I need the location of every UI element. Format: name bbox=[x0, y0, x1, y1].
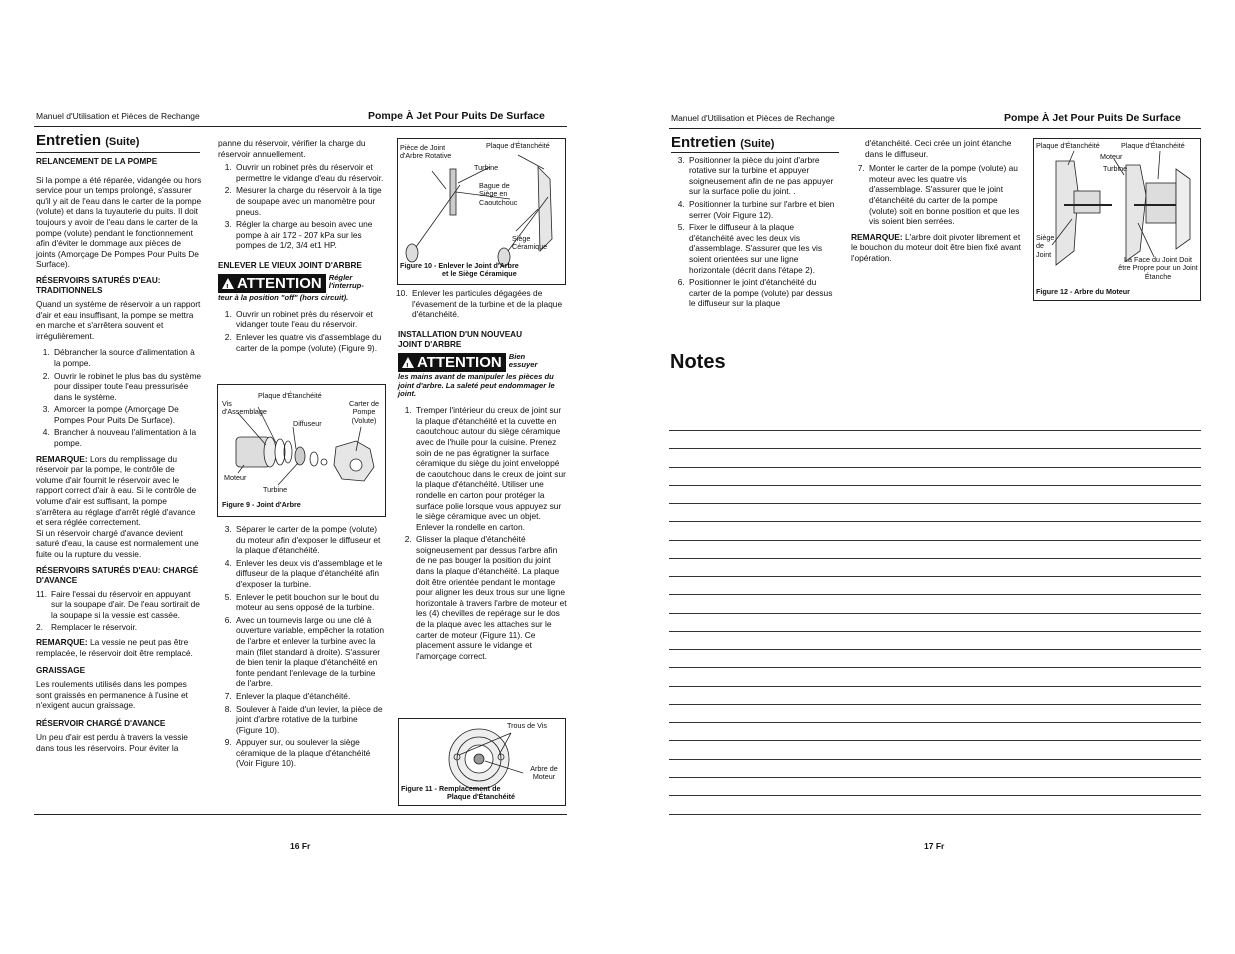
fig12-label-face: La Face du Joint Doit être Propre pour un Joint Étanche bbox=[1118, 255, 1198, 281]
fig9-caption: Figure 9 - Joint d'Arbre bbox=[222, 500, 301, 509]
para-traditionnels: Quand un système de réservoir a un rapport d'air et eau insuffisant, la pompe se mettra en marche et s'arrêtera souvent et irrégulièrement. bbox=[36, 298, 201, 341]
attention-text-side: Bien essuyer bbox=[508, 351, 538, 370]
list-item: 2. Ouvrir le robinet le plus bas du système pour dissiper toute l'eau pressurisée dans le système. bbox=[52, 371, 202, 403]
figure-10-remove-seal bbox=[397, 138, 566, 285]
step-10 bbox=[398, 288, 568, 320]
fig9-label-turbine: Turbine bbox=[263, 485, 288, 494]
attention-badge: ! ATTENTION bbox=[218, 274, 326, 293]
header-product-title-right: Pompe À Jet Pour Puits De Surface bbox=[1004, 112, 1181, 124]
note-line bbox=[669, 503, 1201, 504]
right-column-2 bbox=[851, 138, 1021, 270]
fig9-label-carter: Carter de Pompe (Volute) bbox=[349, 399, 379, 425]
header-manual-title-right: Manuel d'Utilisation et Pièces de Rechange bbox=[671, 113, 835, 123]
para-reservoir: Un peu d'air est perdu à travers la vessie dans tous les réservoirs. Pour éviter la bbox=[36, 731, 188, 753]
steps-charge bbox=[36, 589, 202, 633]
left-column-3 bbox=[398, 288, 568, 666]
attention-warning-1 bbox=[218, 274, 385, 293]
attention-warning-2 bbox=[398, 353, 568, 372]
note-line bbox=[669, 613, 1201, 614]
fig10-caption-1: Figure 10 - Enlever le Joint d'Arbre bbox=[400, 261, 519, 270]
list-item: 11. Faire l'essai du réservoir en appuyant sur la soupape d'air. De l'eau sortirait de la soupape si la vessie est cassée. bbox=[36, 588, 200, 620]
header-product-title: Pompe À Jet Pour Puits De Surface bbox=[368, 110, 545, 122]
note-line bbox=[669, 485, 1201, 486]
fig9-label-plaque: Plaque d'Étanchéité bbox=[258, 391, 322, 400]
list-item: 4. Positionner la turbine sur l'arbre et bien serrer (Voir Figure 12). bbox=[687, 199, 839, 220]
fig10-label-piece: Pièce de Joint d'Arbre Rotative bbox=[400, 143, 452, 161]
steps-installation bbox=[398, 405, 568, 661]
note-line bbox=[669, 667, 1201, 668]
footer-rule bbox=[34, 814, 567, 815]
steps-enlever-b bbox=[218, 524, 385, 769]
section-title-right: Entretien (Suite) bbox=[671, 134, 775, 151]
list-item: 3. Positionner la pièce du joint d'arbre rotative sur la turbine et appuyer soigneusement afin de ne pas appuyer sur la surface polie du joint. . bbox=[687, 155, 839, 197]
list-item: 10. Enlever les particules dégagées de l'évasement de la turbine et de la plaque d'étanchéité. bbox=[410, 288, 568, 320]
remarque-2: REMARQUE: La vessie ne peut pas être remplacée, le réservoir doit être remplacé. bbox=[36, 636, 193, 658]
header-rule bbox=[34, 126, 567, 127]
fig9-label-vis: Vis d'Assemblage bbox=[222, 399, 267, 417]
fig9-label-diffuseur: Diffuseur bbox=[293, 419, 322, 428]
fig9-label-moteur: Moteur bbox=[224, 473, 247, 482]
heading-reservoir: RÉSERVOIR CHARGÉ D'AVANCE bbox=[36, 718, 166, 728]
left-column-2 bbox=[218, 138, 385, 358]
list-item: 2. Enlever les quatre vis d'assemblage du carter de la pompe (volute) (Figure 9). bbox=[234, 332, 385, 353]
section-title: Entretien (Suite) bbox=[36, 132, 140, 149]
fig10-label-bague: Bague de Siège en Caoutchouc bbox=[479, 181, 518, 207]
para-precharge: Si un réservoir chargé d'avance devient saturé d'eau, la cause est normalement une fuite ou la rupture du vessie. bbox=[36, 527, 199, 559]
note-line bbox=[669, 576, 1201, 577]
para-continuation: panne du réservoir, vérifier la charge du réservoir annuellement. bbox=[218, 138, 366, 159]
fig12-label-siege: Siège de Joint bbox=[1036, 233, 1055, 259]
list-item: 2. Glisser la plaque d'étanchéité soigneusement par dessus l'arbre afin de ne pas bouger la position du joint dans la plaque d'étanchéité. La plaque doit être orientée pendant le montage pour aligner les deux trous sur une ligne horizontale à travers l'arbre de moteur et les (4) chevilles de repérage sur le dos de la plaque avec les attaches sur le carter de moteur (Figure 11). Ce placement assure le vidange et l'amorçage correct. bbox=[414, 534, 568, 661]
list-item: 7. Enlever la plaque d'étanchéité. bbox=[234, 691, 385, 702]
fig12-label-plaque-1: Plaque d'Étanchéité bbox=[1036, 141, 1100, 150]
attention-text-rest: les mains avant de manipuler les pièces du joint d'arbre. La saleté peut endommager le joint. bbox=[398, 371, 555, 399]
fig12-label-turbine: Turbine bbox=[1103, 164, 1128, 173]
note-line bbox=[669, 686, 1201, 687]
heading-enlever-joint: ENLEVER LE VIEUX JOINT D'ARBRE bbox=[218, 260, 362, 270]
page-number-left: 16 Fr bbox=[290, 841, 311, 851]
right-column-1 bbox=[671, 134, 839, 314]
note-line bbox=[669, 467, 1201, 468]
warning-triangle-icon: ! bbox=[222, 278, 234, 289]
list-item: 2. Mesurer la charge du réservoir à la tige de soupape avec un manomètre pour pneus. bbox=[234, 185, 385, 217]
list-item: 3. Régler la charge au besoin avec une pompe à air 172 - 207 kPa sur les pompes de 1/2, 3/4 et1 HP. bbox=[234, 219, 385, 251]
list-item: 5. Enlever le petit bouchon sur le bout du moteur au sens opposé de la turbine. bbox=[234, 592, 385, 613]
note-line bbox=[669, 777, 1201, 778]
steps-traditionnels bbox=[36, 347, 202, 448]
title-rule bbox=[36, 152, 200, 153]
list-item: 7. Monter le carter de la pompe (volute) au moteur avec les quatre vis d'assemblage. S'assurer que le joint d'étanchéité du carter de la pompe (volute) soit en bonne position et que les vis soient bien serrées. bbox=[867, 163, 1021, 227]
note-line bbox=[669, 795, 1201, 796]
note-line bbox=[669, 631, 1201, 632]
page-number-right: 17 Fr bbox=[924, 841, 945, 851]
fig11-caption-2: Plaque d'Étanchéité bbox=[447, 792, 516, 801]
note-line bbox=[669, 740, 1201, 741]
heading-relancement: RELANCEMENT DE LA POMPE bbox=[36, 156, 158, 166]
note-line bbox=[669, 521, 1201, 522]
attention-badge: ! ATTENTION bbox=[398, 353, 506, 372]
steps-enlever-a bbox=[218, 309, 385, 353]
list-item: 6. Avec un tournevis large ou une clé à ouverture variable, empêcher la rotation de l'arbre et enlever la turbine avec la main (filet standard à droite). S'assurer de bien tenir la plaque d'étanchéité en fonte pendant l'enlevage de la turbine de l'arbre. bbox=[234, 615, 385, 689]
remarque-right: REMARQUE: L'arbre doit pivoter librement et le bouchon du moteur doit être bien fixé avant l'opération. bbox=[851, 231, 1021, 263]
figure-11-plate-replacement bbox=[398, 718, 566, 806]
fig12-label-plaque-2: Plaque d'Étanchéité bbox=[1121, 141, 1185, 150]
list-item: 9. Appuyer sur, ou soulever la siège céramique de la plaque d'étanchéité (Voir Figure 10). bbox=[234, 737, 385, 769]
fig11-label-trous: Trous de Vis bbox=[507, 721, 547, 730]
left-column-2b bbox=[218, 524, 385, 774]
heading-graissage: GRAISSAGE bbox=[36, 666, 86, 676]
list-item: 4. Enlever les deux vis d'assemblage et le diffuseur de la plaque d'étanchéité afin d'exposer la turbine. bbox=[234, 558, 385, 590]
note-line bbox=[669, 649, 1201, 650]
fig10-caption-2: et le Siège Céramique bbox=[442, 269, 517, 278]
heading-traditionnels: RÉSERVOIRS SATURÉS D'EAU: TRADITIONNELS bbox=[36, 275, 161, 295]
remarque-1: REMARQUE: Lors du remplissage du réservoir par la pompe, le contrôle de volume d'air fournit le réservoir avec le rapport correct d'air à eau. Si le contrôle de volume d'air est suffisant, la pompe s'arrêtera au réglage d'arrêt réglé d'avance et sera réglée correctement. bbox=[36, 453, 197, 528]
heading-installation: INSTALLATION D'UN NOUVEAU JOINT D'ARBRE bbox=[398, 329, 522, 349]
header-manual-title: Manuel d'Utilisation et Pièces de Rechange bbox=[36, 111, 200, 121]
note-line bbox=[669, 814, 1201, 815]
list-item: 1. Ouvrir un robinet près du réservoir et vidanger toute l'eau du réservoir. bbox=[234, 309, 385, 330]
note-line bbox=[669, 704, 1201, 705]
list-item: 8. Soulever à l'aide d'un levier, la pièce de joint d'arbre rotative de la turbine (Figure 10). bbox=[234, 704, 385, 736]
title-rule-right bbox=[671, 152, 839, 153]
fig12-label-moteur: Moteur bbox=[1100, 152, 1123, 161]
list-item: 1. Ouvrir un robinet près du réservoir et permettre le vidange d'eau du réservoir. bbox=[234, 162, 385, 183]
attention-text-side: Régler l'interrup- bbox=[328, 272, 364, 291]
fig12-caption: Figure 12 - Arbre du Moteur bbox=[1036, 287, 1130, 296]
note-line bbox=[669, 430, 1201, 431]
steps-right-col1 bbox=[671, 155, 839, 309]
notes-title: Notes bbox=[670, 351, 726, 373]
fig10-label-turbine: Turbine bbox=[474, 163, 499, 172]
note-line bbox=[669, 558, 1201, 559]
figure-12-motor-shaft bbox=[1033, 138, 1201, 301]
list-item: 1. Tremper l'intérieur du creux de joint sur la plaque d'étanchéité et la cuvette en caoutchouc autour du siège céramique avec de l'huile pour la cuisine. Prenez soin de ne pas égratigner la surface céramique du siège du joint enveloppé de caoutchouc dans le creux de joint sur la plaque d'étanchéité. Utiliser une rondelle en carton pour protéger la surface polie lorsque vous appuyez sur le siège céramique avec un objet. Enlever la rondelle en carton. bbox=[414, 405, 568, 532]
list-item: 3. Séparer le carter de la pompe (volute) du moteur afin d'exposer le diffuseur et la plaque d'étanchéité. bbox=[234, 524, 385, 556]
fig11-label-arbre: Arbre de Moteur bbox=[530, 764, 558, 782]
para-relancement: Si la pompe a été réparée, vidangée ou hors service pour un temps prolongé, s'assurer qu'il y ait de l'eau dans le carter de la pompe (volute) et dans la tuyauterie du puits. Il doit toujours y avoir de l'eau dans le carter de la pompe (volute) pendant le fonctionnement afin d'éviter le dommage aux pièces de joints (Amorçage De Pompes Pour Puits De Surface). bbox=[36, 174, 202, 270]
para-continuation-right: d'étanchéité. Ceci crée un joint étanche dans le diffuseur. bbox=[865, 138, 1012, 159]
heading-charge: RÉSERVOIRS SATURÉS D'EAU: CHARGÉ D'AVANCE bbox=[36, 565, 199, 585]
fig11-caption-1: Figure 11 - Remplacement de bbox=[401, 784, 501, 793]
left-column-1 bbox=[36, 132, 202, 759]
para-graissage: Les roulements utilisés dans les pompes sont graissés en permanence à l'usine et n'exigent aucun graissage. bbox=[36, 679, 188, 711]
note-line bbox=[669, 594, 1201, 595]
note-line bbox=[669, 540, 1201, 541]
note-line bbox=[669, 722, 1201, 723]
list-item: 1. Débrancher la source d'alimentation à la pompe. bbox=[52, 347, 202, 368]
warning-triangle-icon: ! bbox=[402, 357, 414, 368]
fig10-label-siege: Siège Céramique bbox=[512, 234, 548, 252]
list-item: 2. Remplacer le réservoir. bbox=[36, 622, 138, 633]
figure-9-shaft-seal bbox=[217, 384, 386, 517]
step-7 bbox=[851, 163, 1021, 227]
fig10-label-plaque: Plaque d'Étanchéité bbox=[486, 141, 550, 150]
list-item: 3. Amorcer la pompe (Amorçage De Pompes Pour Puits De Surface). bbox=[52, 404, 202, 425]
list-item: 4. Brancher à nouveau l'alimentation à la pompe. bbox=[52, 427, 202, 448]
list-item: 5. Fixer le diffuseur à la plaque d'étanchéité avec les deux vis d'assemblage. S'assurer que les vis soient orientées sur une ligne horizontale (décrit dans l'étape 2). bbox=[687, 222, 839, 275]
note-line bbox=[669, 759, 1201, 760]
note-line bbox=[669, 448, 1201, 449]
header-rule-right bbox=[669, 128, 1201, 129]
attention-text-rest: teur à la position "off" (hors circuit). bbox=[218, 292, 349, 302]
steps-reservoir-charge bbox=[218, 162, 385, 251]
list-item: 6. Positionner le joint d'étanchéité du carter de la pompe (volute) par dessus le diffuseur sur la plaque bbox=[687, 277, 839, 309]
